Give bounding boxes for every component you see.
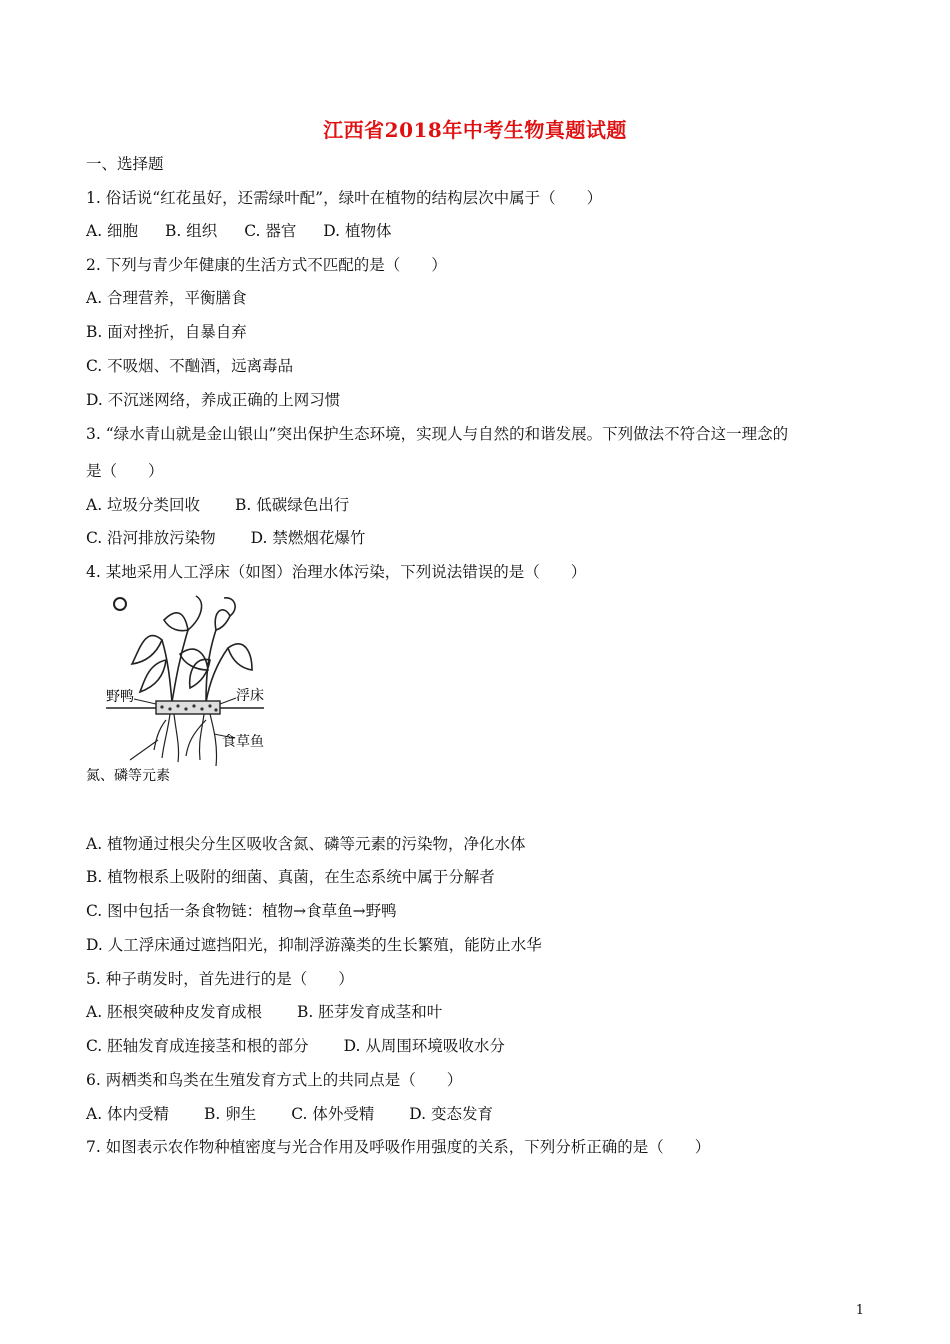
floating-bed-illustration xyxy=(84,590,294,795)
q2-option-a: A. 合理营养，平衡膳食 xyxy=(86,289,247,307)
page-title: 江西省2018年中考生物真题试题 xyxy=(323,118,627,142)
q6-option-c: C. 体外受精 xyxy=(291,1105,375,1123)
q3-option-d: D. 禁燃烟花爆竹 xyxy=(250,529,366,547)
question-2-stem: 2. 下列与青少年健康的生活方式不匹配的是（ ） xyxy=(86,256,447,274)
question-3-stem-line2: 是（ ） xyxy=(86,462,164,480)
question-5-options-row1 xyxy=(86,1002,442,1022)
question-3-options-row2 xyxy=(86,528,365,548)
floating-bed-figure xyxy=(84,590,294,795)
q3-option-b: B. 低碳绿色出行 xyxy=(235,496,350,514)
q1-option-b: B. 组织 xyxy=(165,222,218,240)
question-1-stem: 1. 俗话说“红花虽好，还需绿叶配”，绿叶在植物的结构层次中属于（ ） xyxy=(86,189,603,207)
question-6-stem: 6. 两栖类和鸟类在生殖发育方式上的共同点是（ ） xyxy=(86,1071,463,1089)
q2-option-c: C. 不吸烟、不酗酒，远离毒品 xyxy=(86,357,294,375)
question-3-options-row1 xyxy=(86,495,349,515)
q4-option-c: C. 图中包括一条食物链：植物→食草鱼→野鸭 xyxy=(86,902,397,920)
q2-option-b: B. 面对挫折，自暴自弃 xyxy=(86,323,247,341)
q1-option-d: D. 植物体 xyxy=(323,222,392,240)
label-duck: 野鸭 xyxy=(106,689,134,705)
left-plant-drawing xyxy=(132,596,208,702)
label-fish: 食草鱼 xyxy=(222,734,264,750)
q4-option-a: A. 植物通过根尖分生区吸收含氮、磷等元素的污染物，净化水体 xyxy=(86,835,526,853)
question-4-stem: 4. 某地采用人工浮床（如图）治理水体污染，下列说法错误的是（ ） xyxy=(86,563,587,581)
q3-option-c: C. 沿河排放污染物 xyxy=(86,529,216,547)
question-6-options xyxy=(86,1104,493,1124)
q4-option-b: B. 植物根系上吸附的细菌、真菌，在生态系统中属于分解者 xyxy=(86,868,495,886)
q2-option-d: D. 不沉迷网络，养成正确的上网习惯 xyxy=(86,391,341,409)
q4-option-d: D. 人工浮床通过遮挡阳光，抑制浮游藻类的生长繁殖，能防止水华 xyxy=(86,936,542,954)
question-1-options xyxy=(86,221,392,241)
q5-option-a: A. 胚根突破种皮发育成根 xyxy=(86,1003,263,1021)
section-heading: 一、选择题 xyxy=(86,155,164,173)
question-7-stem: 7. 如图表示农作物种植密度与光合作用及呼吸作用强度的关系，下列分析正确的是（ ） xyxy=(86,1138,711,1156)
sun-icon xyxy=(114,598,126,610)
question-5-options-row2 xyxy=(86,1036,505,1056)
q3-option-a: A. 垃圾分类回收 xyxy=(86,496,201,514)
q6-option-d: D. 变态发育 xyxy=(409,1105,494,1123)
q1-option-a: A. 细胞 xyxy=(86,222,139,240)
q6-option-a: A. 体内受精 xyxy=(86,1105,170,1123)
q5-option-b: B. 胚芽发育成茎和叶 xyxy=(297,1003,443,1021)
q5-option-c: C. 胚轴发育成连接茎和根的部分 xyxy=(86,1037,309,1055)
label-raft: 浮床 xyxy=(236,688,264,704)
question-5-stem: 5. 种子萌发时，首先进行的是（ ） xyxy=(86,970,354,988)
page-number: 1 xyxy=(855,1303,864,1318)
root-system-drawing xyxy=(154,714,217,766)
label-elements: 氮、磷等元素 xyxy=(86,768,170,784)
q1-option-c: C. 器官 xyxy=(244,222,297,240)
right-plant-drawing xyxy=(190,598,252,702)
q5-option-d: D. 从周围环境吸收水分 xyxy=(343,1037,505,1055)
question-3-stem-line1: 3. “绿水青山就是金山银山”突出保护生态环境，实现人与自然的和谐发展。下列做法不符合这一理念的 xyxy=(86,425,789,443)
q6-option-b: B. 卵生 xyxy=(204,1105,257,1123)
